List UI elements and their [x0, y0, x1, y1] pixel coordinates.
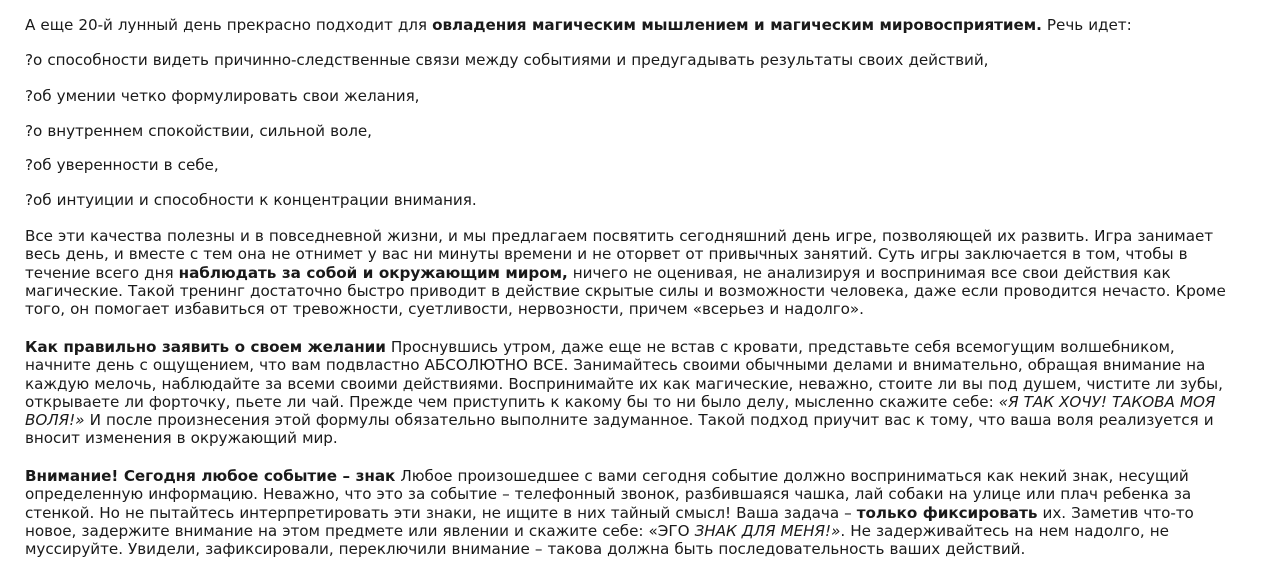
intro-tail: Речь идет:: [1041, 16, 1132, 34]
wish-tail: И после произнесения этой формулы обязательно выполните задуманное. Такой подход приучит вас к тому, что ваша воля реализуется и вносит изменения в окружающий мир.: [25, 411, 1214, 448]
wish-heading: Как правильно заявить о своем желании: [25, 338, 386, 356]
list-item: ?об интуиции и способности к концентрации внимания.: [25, 191, 477, 209]
list-item: ?об умении четко формулировать свои желания,: [25, 87, 420, 105]
sign-heading: Внимание! Сегодня любое событие – знак: [25, 467, 396, 485]
list-item: ?о внутреннем спокойствии, сильной воле,: [25, 122, 372, 140]
wish-paragraph: [25, 338, 1230, 448]
sign-text: Любое произошедшее с вами сегодня событие должно восприниматься как некий знак, несущий определенную информацию. Неважно, что это за событие – телефонный звонок, разбившаяся чашка, лай собаки на улице или плач ребенка за стенкой. Но не пытайтесь интерпретировать эти знаки, не ищите в них тайный смысл! Ваша задача –: [25, 467, 1192, 522]
sign-emphasis: только фиксировать: [856, 503, 1038, 522]
sign-text-2: их. Заметив что-то новое, задержите внимание на этом предмете или явлении и скажите себе: «ЭГО: [25, 503, 1194, 540]
sign-formula: ЗНАК ДЛЯ МЕНЯ!»: [694, 521, 841, 540]
qualities-text: Все эти качества полезны и в повседневной жизни, и мы предлагаем посвятить сегодняшний день игре, позволяющей их развить. Игра занимает весь день, и вместе с тем она не отнимет у вас ни минуты времени и не оторвет от привычных занятий. Суть игры заключается в том, чтобы в течение всего дня: [25, 227, 1214, 282]
qualities-emphasis: наблюдать за собой и окружающим миром,: [178, 263, 568, 282]
sign-tail: . Не задерживайтесь на нем надолго, не муссируйте. Увидели, зафиксировали, переключили внимание – такова должна быть последовательность ваших действий.: [25, 521, 1169, 559]
sign-paragraph: [25, 467, 1230, 558]
wish-formula: «Я ТАК ХОЧУ! ТАКОВА МОЯ ВОЛЯ!»: [25, 392, 1216, 430]
list-item: ?о способности видеть причинно-следственные связи между событиями и предугадывать результаты своих действий,: [25, 51, 989, 69]
intro-paragraph: [25, 16, 1230, 34]
wish-text: Проснувшись утром, даже еще не встав с кровати, представьте себя всемогущим волшебником, начните день с ощущением, что вам подвластно АБСОЛЮТНО ВСЕ. Занимайтесь своими обычными делами и внимательно, обращая внимание на каждую мелочь, наблюдайте за всеми своими действиями. Воспринимайте их как магические, неважно, стоите ли вы под душем, чистите ли зубы, открываете ли форточку, пьете ли чай. Прежде чем приступить к какому бы то ни было делу, мысленно скажите себе:: [25, 338, 1223, 411]
intro-emphasis: овладения магическим мышлением и магическим мировосприятием.: [432, 16, 1042, 34]
intro-text: А еще 20-й лунный день прекрасно подходит для: [25, 16, 433, 34]
qualities-paragraph: [25, 227, 1230, 318]
qualities-tail: ничего не оценивая, не анализируя и воспринимая все свои действия как магические. Такой тренинг достаточно быстро приводит в действие скрытые силы и возможности человека, даже если проводится нечасто. Кроме того, он помогает избавиться от тревожности, суетливости, нервозности, причем «всерьез и надолго».: [25, 263, 1226, 319]
list-item: ?об уверенности в себе,: [25, 156, 219, 174]
